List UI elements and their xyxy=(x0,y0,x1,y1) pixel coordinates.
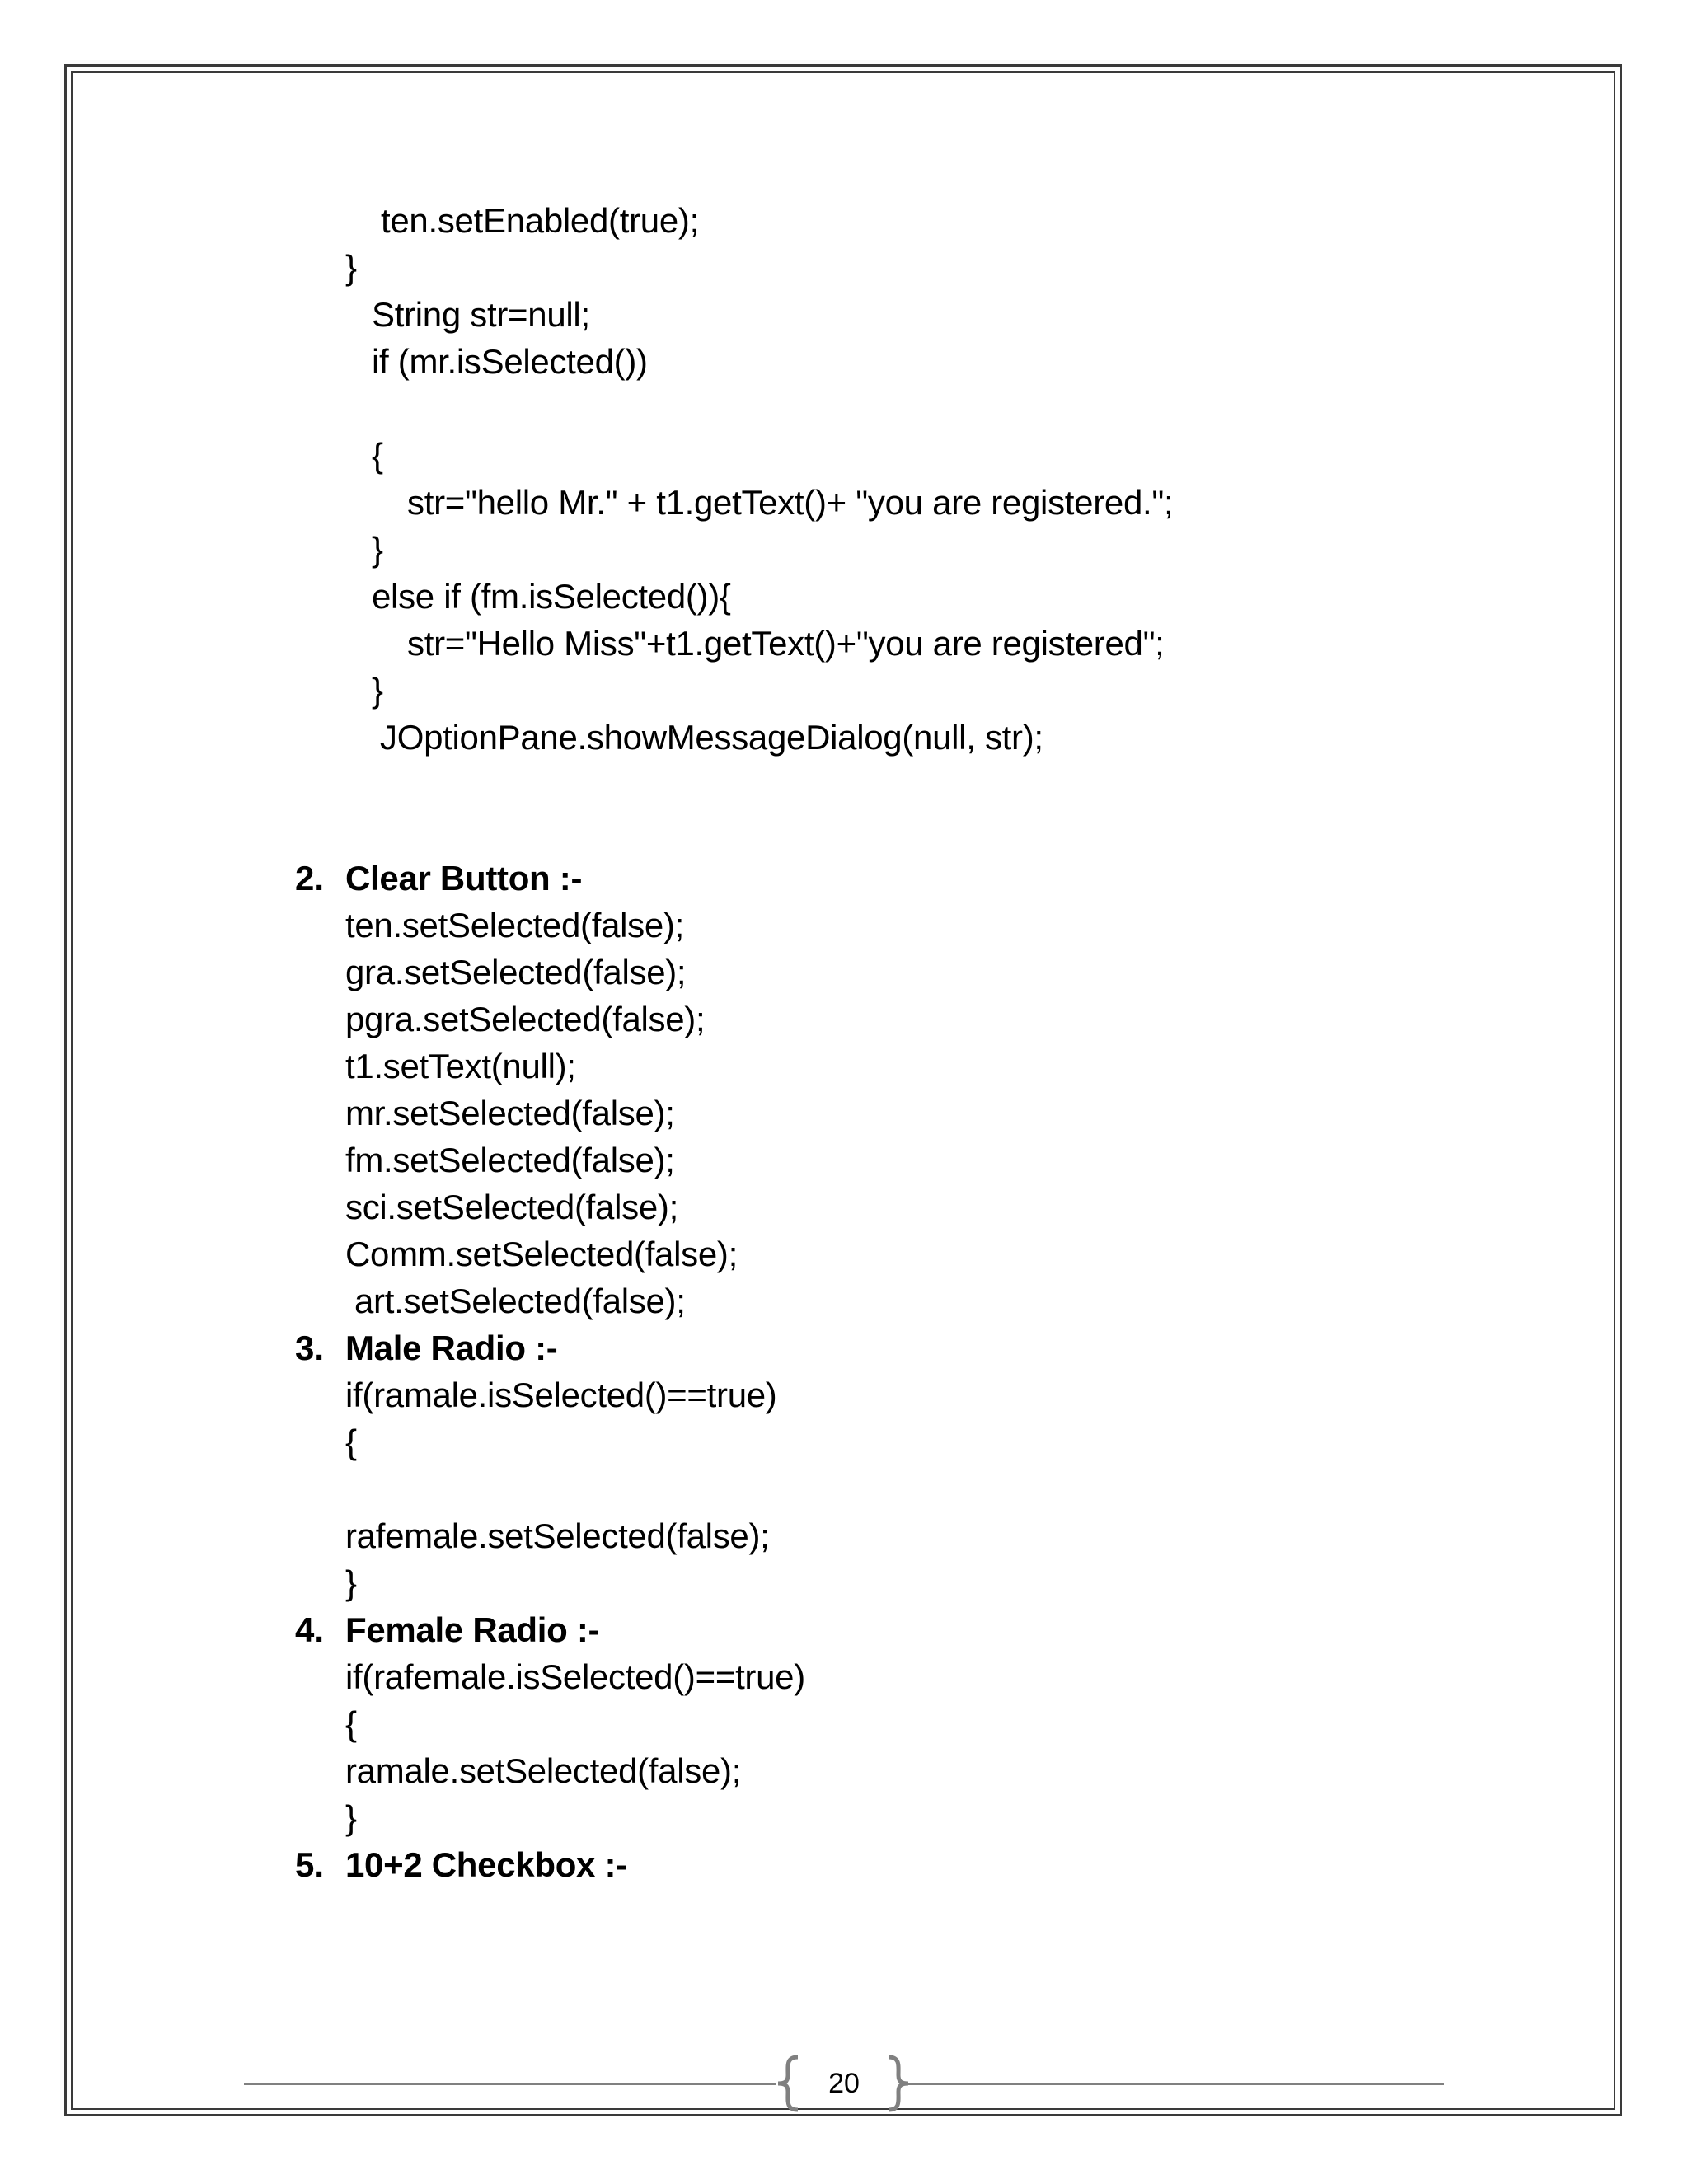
footer-rule-left xyxy=(244,2083,776,2085)
section-number: 5. xyxy=(295,1845,325,1884)
code-line: } xyxy=(345,1798,357,1837)
section-title: Clear Button :- xyxy=(345,859,583,898)
section-title: Female Radio :- xyxy=(345,1610,600,1649)
code-line: } xyxy=(345,248,357,287)
code-line: gra.setSelected(false); xyxy=(345,953,687,991)
page-number: 20 xyxy=(828,2068,860,2099)
code-line: if(rafemale.isSelected()==true) xyxy=(345,1657,805,1696)
code-line: { xyxy=(345,1422,357,1461)
page-border-inner xyxy=(71,71,1615,2110)
code-line: { xyxy=(372,436,383,475)
footer-rule-right xyxy=(907,2083,1444,2085)
section-title: Male Radio :- xyxy=(345,1329,558,1367)
code-line: { xyxy=(345,1704,357,1743)
code-line: if (mr.isSelected()) xyxy=(372,342,648,381)
section-number: 4. xyxy=(295,1610,325,1649)
code-line: } xyxy=(372,671,383,710)
section-number: 3. xyxy=(295,1329,325,1367)
code-line: fm.setSelected(false); xyxy=(345,1141,675,1179)
code-line: else if (fm.isSelected()){ xyxy=(372,577,731,616)
section-number: 2. xyxy=(295,859,325,898)
code-line: t1.setText(null); xyxy=(345,1047,576,1085)
left-brace-icon xyxy=(773,2054,806,2113)
section-title: 10+2 Checkbox :- xyxy=(345,1845,627,1884)
code-line: str="hello Mr." + t1.getText()+ "you are registered."; xyxy=(407,483,1174,522)
code-line: str="Hello Miss"+t1.getText()+"you are registered"; xyxy=(407,624,1165,663)
code-line: mr.setSelected(false); xyxy=(345,1094,675,1132)
code-line: rafemale.setSelected(false); xyxy=(345,1516,770,1555)
right-brace-icon xyxy=(880,2054,913,2113)
code-line: pgra.setSelected(false); xyxy=(345,1000,706,1038)
code-line: if(ramale.isSelected()==true) xyxy=(345,1376,777,1414)
code-line: Comm.setSelected(false); xyxy=(345,1235,738,1273)
code-line: art.setSelected(false); xyxy=(354,1282,686,1320)
code-line: } xyxy=(345,1563,357,1602)
code-line: JOptionPane.showMessageDialog(null, str); xyxy=(380,718,1043,757)
code-line: ramale.setSelected(false); xyxy=(345,1751,742,1790)
code-line: String str=null; xyxy=(372,295,590,334)
code-line: } xyxy=(372,530,383,569)
code-line: ten.setEnabled(true); xyxy=(381,201,699,240)
code-line: ten.setSelected(false); xyxy=(345,906,684,944)
code-line: sci.setSelected(false); xyxy=(345,1188,678,1226)
